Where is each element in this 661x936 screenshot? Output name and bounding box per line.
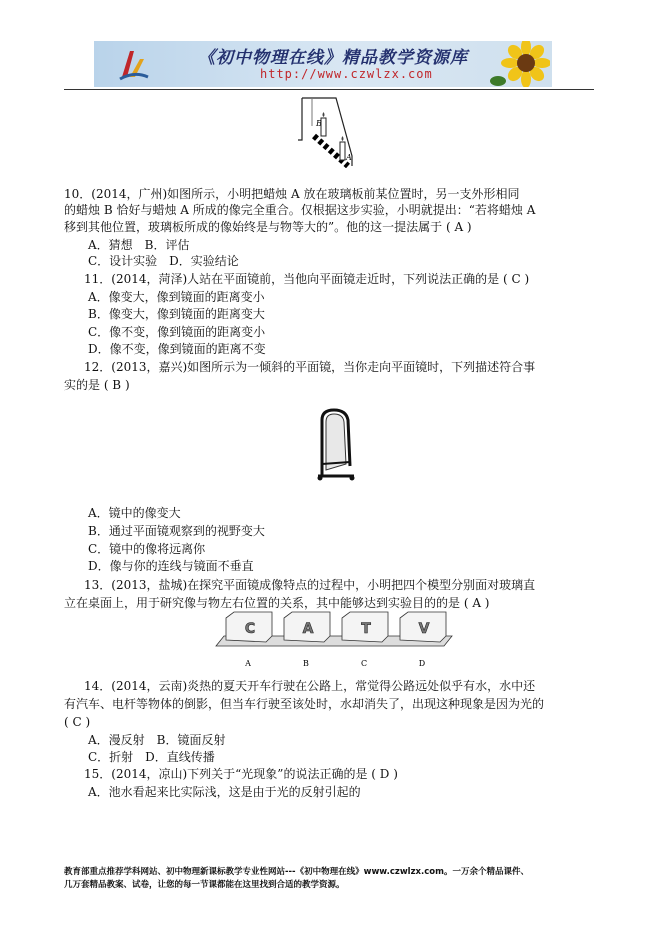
model-letter: C xyxy=(244,621,256,637)
model-letter: A xyxy=(302,621,314,637)
q14-option-ab: A．漫反射 B．镜面反射 xyxy=(88,733,226,747)
q14-stem-1: 14．(2014，云南)炎热的夏天开车行驶在公路上，常觉得公路远处似乎有水，水中还 xyxy=(84,679,536,693)
candle-glass-figure xyxy=(296,96,360,168)
q12-option-a: A．镜中的像变大 xyxy=(88,506,181,520)
q10-line-1: 10．(2014，广州)如图所示，小明把蜡烛 A 放在玻璃板前某位置时，另一支外形相同 xyxy=(64,187,520,201)
footer-line-2: 几万套精品教案、试卷，让您的每一节课都能在这里找到合适的教学资源。 xyxy=(64,880,345,890)
candle-label-b: B xyxy=(316,119,322,128)
q14-stem-2: 有汽车、电杆等物体的倒影，但当车行驶至该处时，水却消失了，出现这种现象是因为光的 xyxy=(64,697,545,711)
header-rule xyxy=(64,89,594,90)
q12-option-c: C．镜中的像将远离你 xyxy=(88,542,206,556)
q11-option-b: B．像变大，像到镜面的距离变大 xyxy=(88,307,265,321)
q11-stem: 11．(2014，菏泽)人站在平面镜前，当他向平面镜走近时，下列说法正确的是 ( C ) xyxy=(84,272,530,286)
q12-option-d: D．像与你的连线与镜面不垂直 xyxy=(88,559,254,573)
q11-option-d: D．像不变，像到镜面的距离不变 xyxy=(88,342,266,356)
letter-models-figure xyxy=(214,610,454,672)
model-letter: V xyxy=(418,621,430,637)
q12-stem-2: 实的是 ( B ) xyxy=(64,378,130,392)
q11-option-c: C．像不变，像到镜面的距离变小 xyxy=(88,325,266,339)
model-letter: T xyxy=(361,621,371,637)
header-banner xyxy=(94,41,552,87)
q10-line-2: 的蜡烛 B 恰好与蜡烛 A 所成的像完全重合。仅根据这步实验，小明就提出：“若将蜡烛 A xyxy=(64,203,536,217)
tilted-mirror-figure xyxy=(312,406,360,482)
q13-stem-2: 立在桌面上，用于研究像与物左右位置的关系，其中能够达到实验目的的是 ( A ) xyxy=(64,596,490,610)
model-caption: C xyxy=(360,659,368,668)
sunflower-icon xyxy=(490,41,550,87)
q15-option-a: A．池水看起来比实际浅，这是由于光的反射引起的 xyxy=(88,785,361,799)
q10-line-3: 移到其他位置，玻璃板所成的像始终是与物等大的”。他的这一提法属于 ( A ) xyxy=(64,220,472,234)
header-url[interactable]: http://www.czwlzx.com xyxy=(260,67,433,81)
model-caption: D xyxy=(418,659,426,668)
candle-label-a: A xyxy=(346,153,352,162)
q11-option-a: A．像变大，像到镜面的距离变小 xyxy=(88,290,265,304)
q10-option-cd: C．设计实验 D．实验结论 xyxy=(88,254,239,268)
q13-stem-1: 13．(2013，盐城)在探究平面镜成像特点的过程中，小明把四个模型分别面对玻璃直 xyxy=(84,578,536,592)
q14-option-cd: C．折射 D．直线传播 xyxy=(88,750,215,764)
q14-stem-3: ( C ) xyxy=(64,715,91,729)
q10-option-ab: A．猜想 B．评估 xyxy=(88,238,190,252)
header-title: 《初中物理在线》精品教学资源库 xyxy=(198,48,468,68)
footer-line-1: 教育部重点推荐学科网站、初中物理新课标教学专业性网站---《初中物理在线》www.czwlzx.com。一万余个精品课件、 xyxy=(64,867,529,877)
logo-icon xyxy=(118,47,150,81)
model-caption: B xyxy=(303,659,309,668)
q12-option-b: B．通过平面镜观察到的视野变大 xyxy=(88,524,265,538)
q15-stem: 15．(2014，凉山)下列关于“光现象”的说法正确的是 ( D ) xyxy=(84,767,398,781)
model-caption: A xyxy=(245,659,251,668)
q12-stem-1: 12．(2013，嘉兴)如图所示为一倾斜的平面镜，当你走向平面镜时，下列描述符合事 xyxy=(84,360,536,374)
